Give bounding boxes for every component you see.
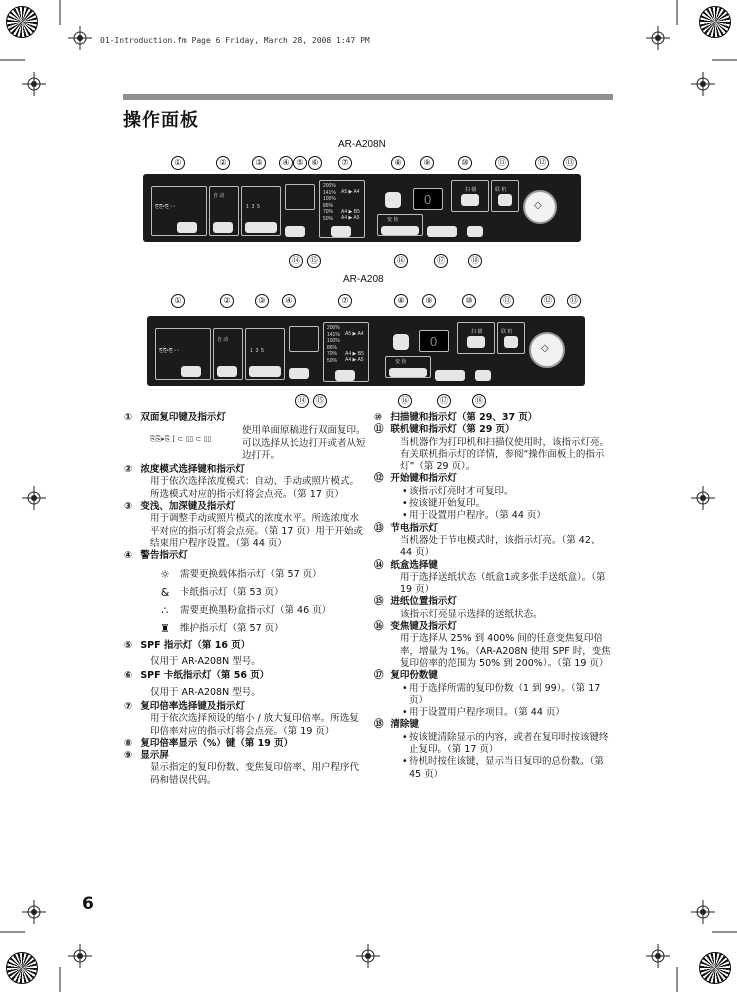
item-3-heading <box>124 501 367 513</box>
item-title: 浓度模式选择键和指示灯 <box>140 464 245 476</box>
bullet <box>387 510 612 522</box>
item-title: 警告指示灯 <box>140 550 188 562</box>
bullet <box>387 756 612 781</box>
size-item: A4 ▶ B5 <box>345 350 364 357</box>
item-number: ⑦ <box>124 700 133 712</box>
item-16-body: 用于选择从 25% 到 400% 间的任意变焦复印倍率，增量为 1%。（AR-A208N 使用 SPF 时，变焦复印倍率的范围为 50% 到 200%）。（第 19 页） <box>400 633 611 669</box>
ratio-list <box>323 183 336 223</box>
item-5-heading <box>124 639 367 652</box>
item-8-heading <box>124 737 367 750</box>
zoom-button[interactable] <box>381 226 419 235</box>
callout: ② <box>216 156 230 170</box>
segment-display: 0 <box>430 334 438 349</box>
item-number: ④ <box>124 550 133 562</box>
light-dark-button[interactable] <box>245 222 277 233</box>
auto-label: 自 动 <box>217 337 229 343</box>
density-scale <box>250 348 264 354</box>
model-label-b: AR-A208 <box>343 274 384 285</box>
item-1-heading <box>124 412 367 424</box>
callout: ⑰ <box>437 394 451 408</box>
item-17-heading <box>374 670 612 682</box>
item-number: ⑪ <box>374 424 384 436</box>
clear-button[interactable] <box>467 226 483 237</box>
item-2-body: 用于依次选择浓度模式：自动、手动或照片模式。所选模式对应的指示灯将会点亮。（第 17 页） <box>150 476 360 500</box>
size-item <box>345 338 364 345</box>
segment-display: 0 <box>424 192 432 207</box>
ratio-item: 50% <box>323 215 334 222</box>
warning-row <box>150 623 367 635</box>
ratio-item: 141% <box>327 331 340 338</box>
item-title: SPF 指示灯（第 16 页） <box>140 639 251 651</box>
print-header: 01-Introduction.fm Page 6 Friday, March 28, 2008 1:47 PM <box>100 36 370 45</box>
callout: ⑩ <box>462 294 476 308</box>
ratio-item: 200% <box>323 183 336 189</box>
item-15-body: 该指示灯亮显示选择的送纸状态。 <box>400 608 543 620</box>
size-item <box>341 196 360 203</box>
callout: ③ <box>252 156 266 170</box>
size-item: A5 ▶ A4 <box>345 331 364 337</box>
tray-select-button[interactable] <box>285 226 305 237</box>
warning-text: 需要更换载体指示灯（第 57 页） <box>180 568 322 580</box>
item-number: ⑧ <box>124 737 133 749</box>
item-number: ⑯ <box>374 621 384 633</box>
item-number: ③ <box>124 501 133 513</box>
scan-button[interactable] <box>467 336 485 348</box>
callout: ⑭ <box>289 254 303 268</box>
callout: ⑭ <box>295 394 309 408</box>
item-number: ⑩ <box>374 412 383 423</box>
ratio-list <box>327 325 340 365</box>
density-num: 1 <box>246 204 249 210</box>
warning-text: 需要更换墨粉盒指示灯（第 46 页） <box>180 605 332 617</box>
density-num: 1 <box>250 348 253 354</box>
zoom-label: 变 焦 <box>387 217 399 223</box>
item-number: ① <box>124 412 133 423</box>
exposure-mode-button[interactable] <box>217 366 237 377</box>
duplex-icon: ⎘⎘▸⎘ [ ⊂ ▯▯ ⊂ ▯▯ <box>150 435 212 444</box>
callout: ⑯ <box>394 254 408 268</box>
item-13-heading <box>374 522 612 535</box>
online-label: 联 机 <box>495 187 507 193</box>
scan-label: 扫 描 <box>465 187 477 193</box>
duplex-text-2: 可以选择从长边打开或者从短边打开。 <box>242 437 366 461</box>
item-11-body: 当机器作为打印机和扫描仪使用时，该指示灯亮。有关联机指示灯的详情，参阅“操作面板上的指示灯”（第 29 页）。 <box>400 436 610 473</box>
ratio-item: 70% <box>327 351 338 358</box>
callout: ⑮ <box>313 394 327 408</box>
maintenance-icon: ♜ <box>160 622 170 636</box>
item-16-heading <box>374 621 612 633</box>
size-item: A4 ▶ B5 <box>341 208 360 215</box>
zoom-label: 变 焦 <box>395 359 407 365</box>
bullet <box>387 732 612 757</box>
callout: ⑫ <box>541 294 555 308</box>
size-list <box>345 331 364 364</box>
callout: ⑬ <box>567 294 581 308</box>
item-title: 复印倍率选择键及指示灯 <box>140 700 245 712</box>
warning-row <box>150 569 367 581</box>
callout: ⑱ <box>472 394 486 408</box>
item-number: ⑱ <box>374 719 384 731</box>
online-label: 联 机 <box>501 329 513 335</box>
bullet <box>387 498 612 510</box>
bullet-text: • 待机时按住该键，显示当日复印的总份数。（第 45 页） <box>409 756 604 780</box>
item-number: ⑫ <box>374 473 384 485</box>
callout: ⑧ <box>394 294 408 308</box>
exposure-mode-button[interactable] <box>213 222 233 233</box>
item-14-body: 用于选择送纸状态（纸盒1或多张手送纸盒）。（第 19 页） <box>400 571 606 596</box>
callout: ⑨ <box>422 294 436 308</box>
ratio-item: 86% <box>323 202 334 209</box>
ratio-item: 70% <box>323 209 334 216</box>
density-num: 5 <box>257 204 260 210</box>
callout: ⑦ <box>338 156 352 170</box>
duplex-button[interactable] <box>177 222 197 233</box>
callout: ③ <box>255 294 269 308</box>
item-9-body: 显示指定的复印份数、变焦复印倍率、用户程序代码和错误代码。 <box>150 762 360 786</box>
item-6-body: 仅用于 AR-A208N 型号。 <box>150 686 261 698</box>
duplex-text-1: 使用单面原稿进行双面复印。 <box>242 425 366 437</box>
size-item: A5 ▶ A4 <box>341 189 360 195</box>
start-icon: ◇ <box>541 343 549 354</box>
callout: ⑱ <box>468 254 482 268</box>
bullet <box>387 486 612 498</box>
page-title: 操作面板 <box>123 110 199 131</box>
item-9-heading <box>124 750 367 762</box>
item-title: 开始键和指示灯 <box>390 473 457 485</box>
duplex-icons: ⎘⎘▸⎘ ▫ ▫ <box>155 204 176 210</box>
item-title: 变焦键及指示灯 <box>390 621 457 633</box>
page-number: 6 <box>82 894 94 914</box>
callout: ⑪ <box>500 294 514 308</box>
item-title: 纸盒选择键 <box>390 559 438 571</box>
callout: ⑤ <box>293 156 307 170</box>
warning-text: 卡纸指示灯（第 53 页） <box>180 586 284 598</box>
zoom-percent-button[interactable] <box>393 334 409 350</box>
item-7-heading <box>124 700 367 713</box>
control-panel-b <box>147 316 585 386</box>
callout: ⑧ <box>391 156 405 170</box>
paper-jam-icon: & <box>160 585 170 599</box>
clear-button[interactable] <box>475 370 491 381</box>
bullet-text: • 用于选择所需的复印份数（1 到 99）。（第 17 页） <box>409 682 601 706</box>
callout: ① <box>171 156 185 170</box>
item-number: ⑥ <box>124 670 133 682</box>
ratio-item: 200% <box>327 325 340 331</box>
size-item: A4 ▶ A5 <box>345 357 364 364</box>
auto-label: 自 动 <box>213 193 225 199</box>
item-title: 扫描键和指示灯（第 29、37 页） <box>390 412 538 423</box>
item-5-body: 仅用于 AR-A208N 型号。 <box>150 656 261 668</box>
item-number: ⑭ <box>374 559 384 571</box>
tray-select-button[interactable] <box>289 368 309 379</box>
online-button[interactable] <box>504 336 518 348</box>
title-rule <box>123 94 613 100</box>
zoom-button[interactable] <box>389 368 427 377</box>
item-title: 节电指示灯 <box>390 522 438 534</box>
size-item <box>341 202 360 209</box>
item-title: 复印倍率显示（%）键（第 19 页） <box>140 737 294 749</box>
ratio-item: 141% <box>323 189 336 196</box>
warning-text: 维护指示灯（第 57 页） <box>180 623 284 635</box>
bullet-text: • 按该键清除显示的内容，或者在复印时按该键终止复印。（第 17 页） <box>409 731 609 756</box>
callout: ⑬ <box>563 156 577 170</box>
light-dark-button[interactable] <box>249 366 281 377</box>
item-18-heading <box>374 719 612 731</box>
ratio-item: 86% <box>327 344 338 351</box>
item-title: 显示屏 <box>140 750 169 762</box>
callout: ⑯ <box>398 394 412 408</box>
size-list <box>341 189 360 222</box>
control-panel-a <box>143 174 581 242</box>
bullet-text: • 用于设置用户程序项目。（第 44 页） <box>409 707 565 719</box>
size-item: A4 ▶ A5 <box>341 215 360 222</box>
item-13-body: 当机器处于节电模式时，该指示灯亮。（第 42、44 页） <box>400 534 601 559</box>
copy-ratio-button[interactable] <box>331 226 351 237</box>
callout: ⑪ <box>495 156 509 170</box>
item-title: 进纸位置指示灯 <box>390 596 457 608</box>
callout: ⑮ <box>307 254 321 268</box>
item-title: 变浅、加深键及指示灯 <box>140 501 236 513</box>
item-10-heading <box>374 412 612 424</box>
item-2-heading <box>124 464 367 476</box>
callout: ⑰ <box>434 254 448 268</box>
left-column <box>124 412 367 787</box>
item-15-heading <box>374 596 612 608</box>
item-6-heading <box>124 670 367 682</box>
item-number: ⑨ <box>124 750 133 762</box>
online-button[interactable] <box>498 194 512 206</box>
toner-icon: ∴ <box>161 604 169 618</box>
duplex-icons: ⎘⎘▸⎘ ▫ ▫ <box>159 348 180 354</box>
warning-group <box>285 184 315 210</box>
callout: ⑦ <box>338 294 352 308</box>
developer-icon: ☼ <box>160 567 170 581</box>
callout: ⑫ <box>535 156 549 170</box>
ratio-item: 100% <box>327 338 340 345</box>
duplex-explanation <box>242 425 367 462</box>
warning-row <box>150 587 367 599</box>
bullet-text: • 用于设置用户程序。（第 44 页） <box>409 510 546 522</box>
density-num: 3 <box>251 204 255 210</box>
item-title: 清除键 <box>390 719 419 731</box>
item-3-body: 用于调整手动或照片模式的浓度水平。所选浓度水平对应的指示灯将会点亮。（第 17 页）用于开始或结束用户程序设置。（第 44 页） <box>150 513 363 549</box>
copies-up-down-button[interactable] <box>435 370 465 381</box>
bullet <box>387 707 612 719</box>
item-number: ⑰ <box>374 670 384 682</box>
scan-button[interactable] <box>461 194 479 206</box>
zoom-percent-button[interactable] <box>385 192 401 208</box>
duplex-button[interactable] <box>181 366 201 377</box>
warning-group <box>289 326 319 352</box>
bullet-text: • 按该键开始复印。 <box>409 498 486 510</box>
item-11-heading <box>374 424 612 436</box>
callout: ⑩ <box>458 156 472 170</box>
ratio-item: 100% <box>323 196 336 203</box>
item-7-body: 用于依次选择预设的缩小 / 放大复印倍率。所选复印倍率对应的指示灯将会点亮。（第 19 页） <box>150 713 359 737</box>
model-label-a: AR-A208N <box>338 139 386 150</box>
item-number: ② <box>124 464 133 476</box>
item-12-heading <box>374 473 612 485</box>
copies-up-down-button[interactable] <box>427 226 457 237</box>
item-14-heading <box>374 559 612 572</box>
callout: ④ <box>279 156 293 170</box>
density-scale <box>246 204 260 210</box>
item-title: 复印份数键 <box>390 670 438 682</box>
item-number: ⑤ <box>124 639 133 651</box>
bullet-text: • 该指示灯亮时才可复印。 <box>409 485 514 497</box>
item-number: ⑬ <box>374 522 384 534</box>
item-4-heading <box>124 550 367 562</box>
density-num: 5 <box>261 348 264 354</box>
item-number: ⑮ <box>374 596 384 608</box>
callout: ④ <box>282 294 296 308</box>
item-title: 双面复印键及指示灯 <box>140 412 226 423</box>
start-icon: ◇ <box>534 200 542 211</box>
density-num: 3 <box>255 348 259 354</box>
item-title: 联机键和指示灯（第 29 页） <box>390 424 515 436</box>
item-title: SPF 卡纸指示灯（第 56 页） <box>140 670 270 682</box>
warning-row <box>150 605 367 617</box>
size-item <box>345 344 364 351</box>
scan-label: 扫 描 <box>471 329 483 335</box>
right-column <box>374 412 612 781</box>
callout: ⑨ <box>420 156 434 170</box>
callout: ① <box>171 294 185 308</box>
duplex-example <box>150 425 367 462</box>
copy-ratio-button[interactable] <box>335 370 355 381</box>
callout: ⑥ <box>308 156 322 170</box>
ratio-item: 50% <box>327 357 338 364</box>
bullet <box>387 683 612 708</box>
callout: ② <box>220 294 234 308</box>
